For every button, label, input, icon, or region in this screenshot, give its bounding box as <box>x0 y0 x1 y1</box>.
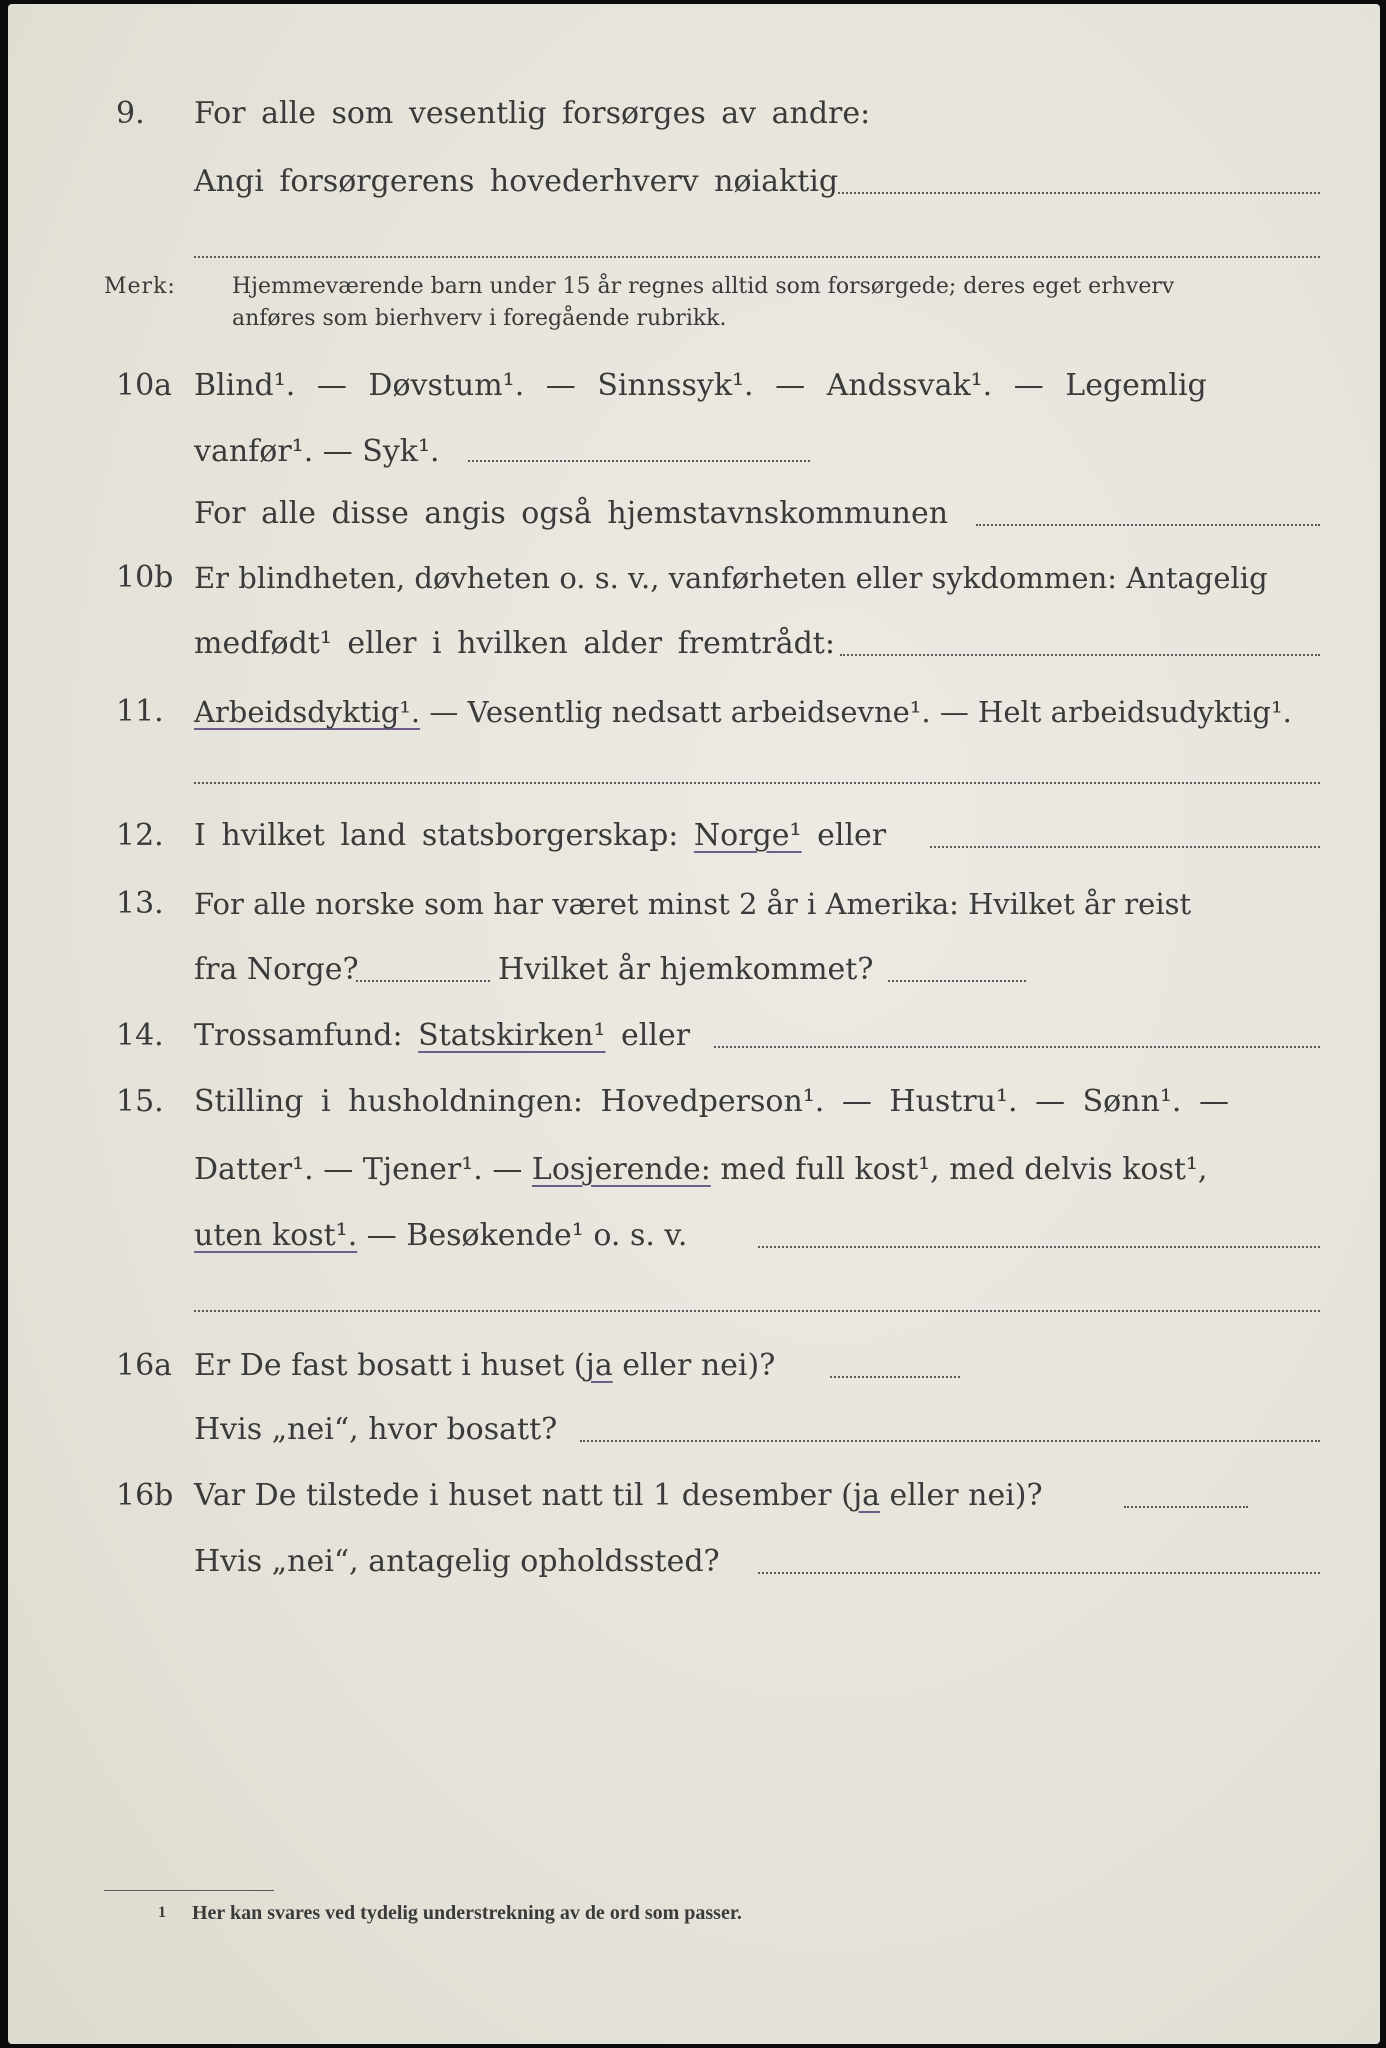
question-12-pre: I hvilket land statsborgerskap: <box>194 818 694 853</box>
option-arbeidsdyktig[interactable]: Arbeidsdyktig¹. <box>194 695 421 729</box>
question-number: 10b <box>116 560 174 595</box>
answer-line[interactable] <box>1124 1506 1248 1508</box>
question-15-line-2b: med full kost¹, med delvis kost¹, <box>710 1152 1208 1187</box>
question-13-line-2a: fra Norge? <box>194 952 359 987</box>
question-number: 9. <box>116 96 145 131</box>
answer-line[interactable] <box>714 1046 1320 1048</box>
answer-line[interactable] <box>194 1310 1320 1312</box>
question-15-line-3 <box>194 1216 687 1256</box>
question-16b-pre: Var De tilstede i huset natt til 1 desember ( <box>194 1478 853 1513</box>
answer-line[interactable] <box>888 980 1026 982</box>
question-10a-line-1: Blind¹. — Døvstum¹. — Sinnssyk¹. — Andssvak¹. — Legemlig <box>194 368 1207 403</box>
answer-line[interactable] <box>194 256 1320 258</box>
answer-line[interactable] <box>976 524 1320 526</box>
question-15-line-2 <box>194 1150 1207 1190</box>
note-label: Merk: <box>104 274 176 299</box>
question-number: 15. <box>116 1084 164 1119</box>
question-10b-line-2: medfødt¹ eller i hvilken alder fremtrådt: <box>194 626 835 661</box>
answer-line[interactable] <box>580 1440 1320 1442</box>
footnote-text: Her kan svares ved tydelig understrekning av de ord som passer. <box>192 1902 742 1924</box>
question-9-line-1: For alle som vesentlig forsørges av andre: <box>194 96 871 131</box>
question-10a-line-3: For alle disse angis også hjemstavnskommunen <box>194 496 949 531</box>
census-form-page <box>8 4 1380 2044</box>
answer-line[interactable] <box>356 980 490 982</box>
question-14-pre: Trossamfund: <box>194 1018 419 1053</box>
option-uten-kost[interactable]: uten kost¹. <box>194 1218 358 1253</box>
question-10a-line-2: vanfør¹. — Syk¹. <box>194 434 440 469</box>
question-16a-line-2: Hvis „nei“, hvor bosatt? <box>194 1412 558 1447</box>
question-11-rest: — Vesentlig nedsatt arbeidsevne¹. — Helt arbeidsudyktig¹. <box>420 695 1292 729</box>
question-13-line-2b: Hvilket år hjemkommet? <box>498 952 874 987</box>
question-number: 16a <box>116 1348 173 1383</box>
question-number: 14. <box>116 1018 164 1053</box>
question-16a-line-1 <box>194 1346 775 1386</box>
answer-line[interactable] <box>758 1572 1320 1574</box>
question-12-post: eller <box>801 818 887 853</box>
option-losjerende[interactable]: Losjerende: <box>531 1152 711 1187</box>
answer-line[interactable] <box>194 782 1320 784</box>
option-statskirken[interactable]: Statskirken¹ <box>418 1018 606 1053</box>
option-ja[interactable]: ja <box>852 1478 881 1513</box>
answer-line[interactable] <box>838 192 1320 194</box>
question-16a-pre: Er De fast bosatt i huset ( <box>194 1348 586 1383</box>
question-13-line-1: For alle norske som har været minst 2 år i Amerika: Hvilket år reist <box>194 887 1192 921</box>
question-number: 11. <box>116 694 164 729</box>
question-number: 16b <box>116 1478 174 1513</box>
question-15-line-3b: — Besøkende¹ o. s. v. <box>357 1218 688 1253</box>
answer-line[interactable] <box>758 1246 1320 1248</box>
question-number: 13. <box>116 886 164 921</box>
question-12-line <box>194 816 886 856</box>
question-14-line <box>194 1016 690 1056</box>
question-16b-line-2: Hvis „nei“, antagelig opholdssted? <box>194 1544 720 1579</box>
question-10b-line-1: Er blindheten, døvheten o. s. v., vanførheten eller sykdommen: Antagelig <box>194 561 1268 595</box>
answer-line[interactable] <box>830 1376 960 1378</box>
question-number: 10a <box>116 368 173 403</box>
answer-line[interactable] <box>840 654 1320 656</box>
question-11-line <box>194 692 1292 732</box>
question-15-line-2a: Datter¹. — Tjener¹. — <box>194 1152 532 1187</box>
note-line-2: anføres som bierhverv i foregående rubrikk. <box>232 306 727 331</box>
option-ja[interactable]: ja <box>585 1348 613 1383</box>
question-16b-line-1 <box>194 1476 1043 1516</box>
question-number: 12. <box>116 818 164 853</box>
option-norge[interactable]: Norge¹ <box>693 818 802 853</box>
question-16b-post: eller nei)? <box>880 1478 1043 1513</box>
question-14-post: eller <box>605 1018 691 1053</box>
note-line-1: Hjemmeværende barn under 15 år regnes alltid som forsørgede; deres eget erhverv <box>232 274 1175 299</box>
question-9-line-2: Angi forsørgerens hovederhverv nøiaktig <box>194 164 839 199</box>
answer-line[interactable] <box>930 846 1320 848</box>
answer-line[interactable] <box>468 460 810 462</box>
question-15-line-1: Stilling i husholdningen: Hovedperson¹. — Hustru¹. — Sønn¹. — <box>194 1084 1229 1119</box>
footnote-marker: 1 <box>158 1904 166 1921</box>
question-16a-post: eller nei)? <box>612 1348 776 1383</box>
footnote-divider <box>104 1890 274 1891</box>
